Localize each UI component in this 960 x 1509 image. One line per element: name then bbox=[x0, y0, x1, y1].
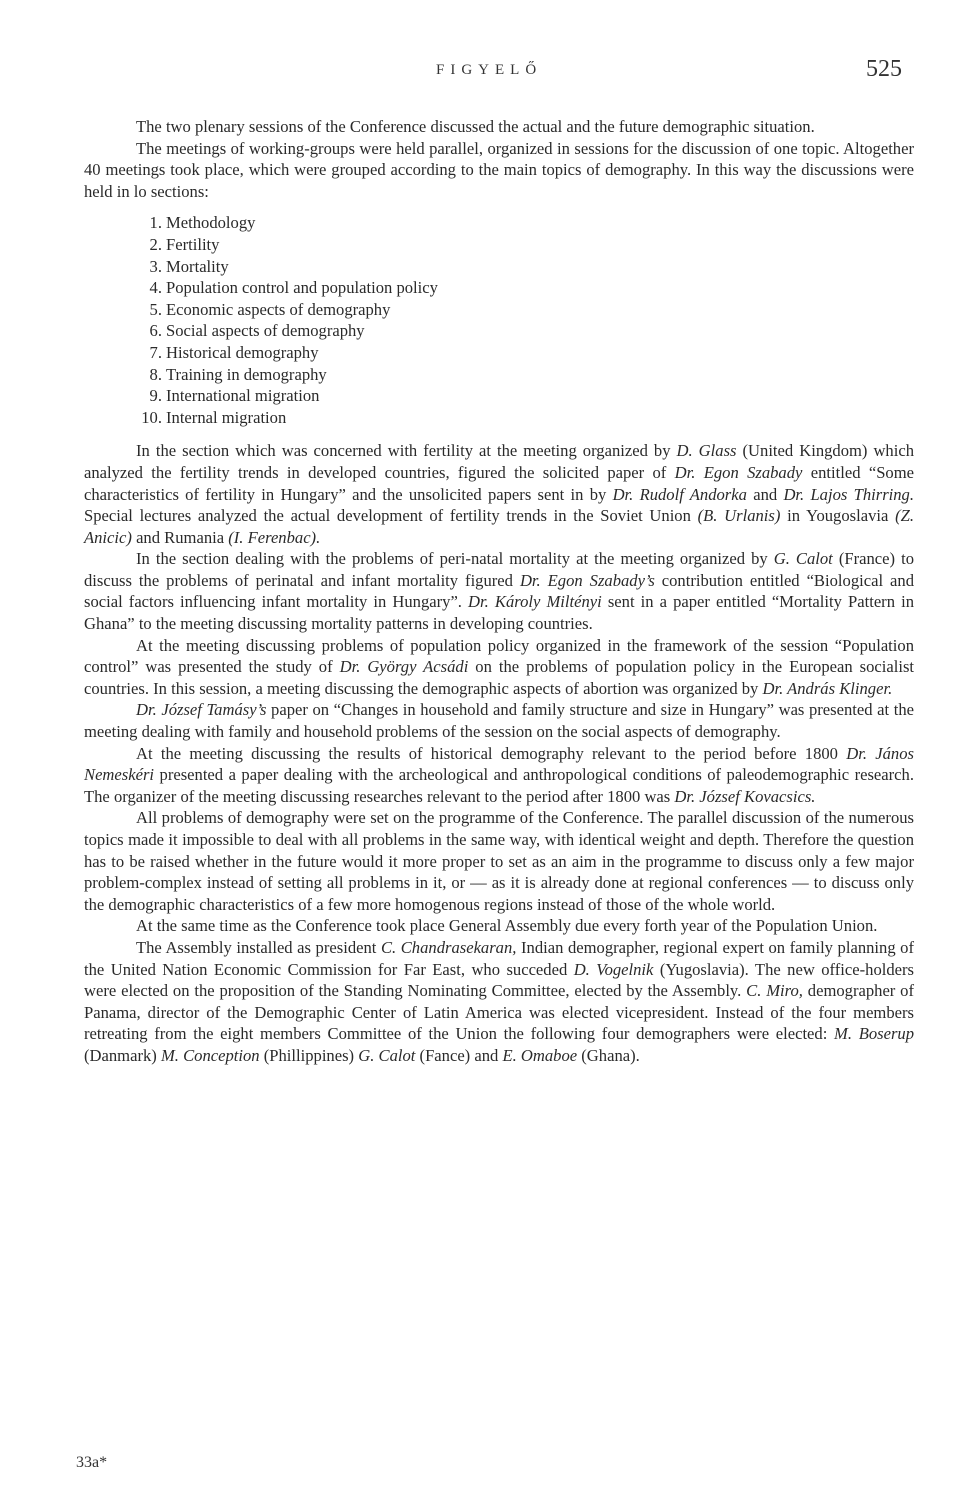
italic-name-run: Dr. József Tamásy’s bbox=[136, 700, 267, 720]
paragraph-household bbox=[84, 699, 914, 742]
text-run: demographer of Panama, director of the Demographic Center of Latin America was elected vicepresident. Instead of the four members retreating from the eight members Committee of the Union the following four demographers were elected: bbox=[84, 981, 915, 1044]
text-run: At the meeting discussing the results of historical demography relevant to the period before 1800 bbox=[136, 743, 847, 763]
italic-name-run: (Z. Anicic) bbox=[84, 506, 914, 547]
italic-name-run: Dr. András Klinger. bbox=[762, 678, 893, 698]
section-number: 7. bbox=[149, 342, 162, 362]
section-number: 4. bbox=[149, 278, 162, 298]
italic-name-run: C. Miro, bbox=[746, 981, 803, 1001]
italic-name-run: Dr. József Kovacsics. bbox=[674, 786, 816, 806]
text-run: Indian demographer, regional expert on family planning of the United Nation Economic Commission for Far East, who succeded bbox=[84, 937, 914, 979]
text-run: In the section dealing with the problems of peri-natal mortality at the meeting organized by bbox=[136, 549, 774, 569]
section-label: Internal migration bbox=[166, 407, 287, 427]
text-run: presented a paper dealing with the archeological and anthropological conditions of paleodemographic research. The organizer of the meeting discussing researches relevant to the period after 1800 was bbox=[84, 765, 914, 806]
italic-name-run: M. Conception bbox=[160, 1045, 260, 1065]
italic-name-run: Dr. György Acsádi bbox=[339, 657, 469, 677]
paragraph-plenary: The two plenary sessions of the Conference discussed the actual and the future demographic situation. bbox=[136, 117, 815, 136]
italic-name-run: D. Glass bbox=[676, 441, 737, 461]
text-run: (Fance) and bbox=[415, 1045, 503, 1065]
section-label: International migration bbox=[166, 386, 320, 406]
section-list-item bbox=[132, 385, 914, 407]
section-label: Population control and population policy bbox=[166, 278, 438, 298]
text-run: (United Kingdom) which analyzed the fertility trends in developed countries, figured the solicited paper of bbox=[84, 441, 915, 482]
section-label: Fertility bbox=[166, 234, 220, 254]
section-number: 1. bbox=[149, 213, 162, 233]
paragraph-fertility bbox=[84, 440, 914, 548]
text-run: The Assembly installed as president bbox=[136, 937, 381, 957]
section-list-item bbox=[132, 212, 914, 234]
running-header-title: FIGYELŐ bbox=[436, 62, 543, 78]
text-run: contribution entitled “Biological and social factors influencing infant mortality in Hungary”. bbox=[84, 570, 914, 612]
text-run: and Rumania bbox=[131, 527, 229, 547]
section-number: 9. bbox=[149, 386, 162, 406]
italic-name-run: G. Calot bbox=[773, 549, 833, 569]
section-list-item bbox=[132, 277, 914, 299]
article-body bbox=[84, 116, 914, 1067]
text-run: in Yougoslavia bbox=[780, 506, 896, 526]
page-number: 525 bbox=[866, 56, 902, 82]
section-label: Economic aspects of demography bbox=[166, 299, 391, 319]
italic-name-run: C. Chandrasekaran, bbox=[380, 937, 517, 957]
section-number: 3. bbox=[149, 256, 162, 276]
text-run: and bbox=[746, 484, 784, 504]
text-run: (France) to discuss the problems of perinatal and infant mortality figured bbox=[84, 549, 914, 590]
text-run: paper on “Changes in household and family structure and size in Hungary” was presented at the meeting dealing with family and household problems of the session on the social aspects of demography. bbox=[84, 700, 914, 742]
section-list-item bbox=[132, 364, 914, 386]
section-list-item bbox=[132, 342, 914, 364]
paragraph-general-assembly: At the same time as the Conference took place General Assembly due every forth year of the Population Union. bbox=[136, 916, 878, 936]
text-run: (Danmark) bbox=[84, 1045, 161, 1065]
section-list-item bbox=[132, 234, 914, 256]
section-list-item bbox=[132, 299, 914, 321]
italic-name-run: Dr. Egon Szabady’s bbox=[519, 570, 655, 590]
text-run: In the section which was concerned with fertility at the meeting organized by bbox=[136, 441, 677, 461]
italic-name-run: M. Boserup bbox=[834, 1024, 914, 1044]
paragraph-working-groups: The meetings of working-groups were held parallel, organized in sessions for the discussion of one topic. Altogether 40 meetings took place, which were grouped according to the main topics of demography. In this way the discussions were held in lo sections: bbox=[84, 138, 914, 201]
italic-name-run: G. Calot bbox=[358, 1045, 416, 1065]
italic-name-run: (B. Urlanis) bbox=[697, 506, 781, 526]
italic-name-run: D. Vogelnik bbox=[573, 959, 654, 979]
section-label: Social aspects of demography bbox=[166, 321, 365, 341]
signature-mark: 33a* bbox=[76, 1454, 108, 1471]
text-run: Special lectures analyzed the actual development of fertility trends in the Soviet Union bbox=[84, 506, 698, 526]
sections-list bbox=[84, 212, 914, 428]
section-list-item bbox=[132, 407, 914, 429]
section-number: 2. bbox=[149, 234, 162, 254]
section-label: Training in demography bbox=[166, 364, 327, 384]
section-label: Historical demography bbox=[166, 342, 319, 362]
italic-name-run: Dr. János Nemeskéri bbox=[84, 743, 914, 785]
italic-name-run: Dr. Egon Szabady bbox=[674, 462, 803, 482]
text-run: (Ghana). bbox=[577, 1045, 640, 1065]
section-label: Mortality bbox=[166, 256, 229, 276]
text-run: (Phillippines) bbox=[259, 1045, 359, 1065]
text-run: At the meeting discussing problems of population policy organized in the framework of the session “Population control” was presented the study of bbox=[84, 635, 914, 677]
section-number: 10. bbox=[141, 407, 162, 427]
italic-name-run: E. Omaboe bbox=[502, 1045, 578, 1065]
paragraph-office-holders bbox=[84, 937, 914, 1067]
paragraph-historical bbox=[84, 743, 914, 808]
text-run: entitled “Some characteristics of fertility in Hungary” and the unsolicited papers sent in by bbox=[84, 462, 914, 504]
italic-name-run: Dr. Rudolf Andorka bbox=[612, 484, 747, 504]
italic-name-run: Dr. Lajos Thirring. bbox=[783, 484, 915, 504]
italic-name-run: (I. Ferenbac). bbox=[228, 527, 321, 547]
text-run: on the problems of population policy in the European socialist countries. In this session, a meeting discussing the demographic aspects of abortion was organized by bbox=[84, 657, 915, 698]
section-number: 6. bbox=[149, 321, 162, 341]
paragraph-population-policy bbox=[84, 635, 914, 700]
paragraph-programme: All problems of demography were set on the programme of the Conference. The parallel discussion of the numerous topics made it impossible to deal with all problems in the same way, with identical weight and depth. Therefore the question has to be raised whether in the future would it more proper to set as an aim in the programme to discuss only a few major problem-complex instead of setting all problems in it, or — as it is already done at regional conferences — to discuss only the demographic characteristics of a few more homogenous regions instead of those of the whole world. bbox=[84, 808, 914, 914]
paragraph-mortality bbox=[84, 548, 914, 634]
text-run: (Yugoslavia). The new office-holders were elected on the proposition of the Standing Nominating Committee, elected by the Assembly. bbox=[84, 959, 915, 1001]
section-number: 5. bbox=[149, 299, 162, 319]
text-run: sent in a paper entitled “Mortality Pattern in Ghana” to the meeting discussing mortality patterns in developing countries. bbox=[84, 592, 915, 634]
section-label: Methodology bbox=[166, 213, 256, 233]
section-list-item bbox=[132, 320, 914, 342]
italic-name-run: Dr. Károly Miltényi bbox=[468, 592, 602, 612]
section-number: 8. bbox=[149, 364, 162, 384]
section-list-item bbox=[132, 256, 914, 278]
